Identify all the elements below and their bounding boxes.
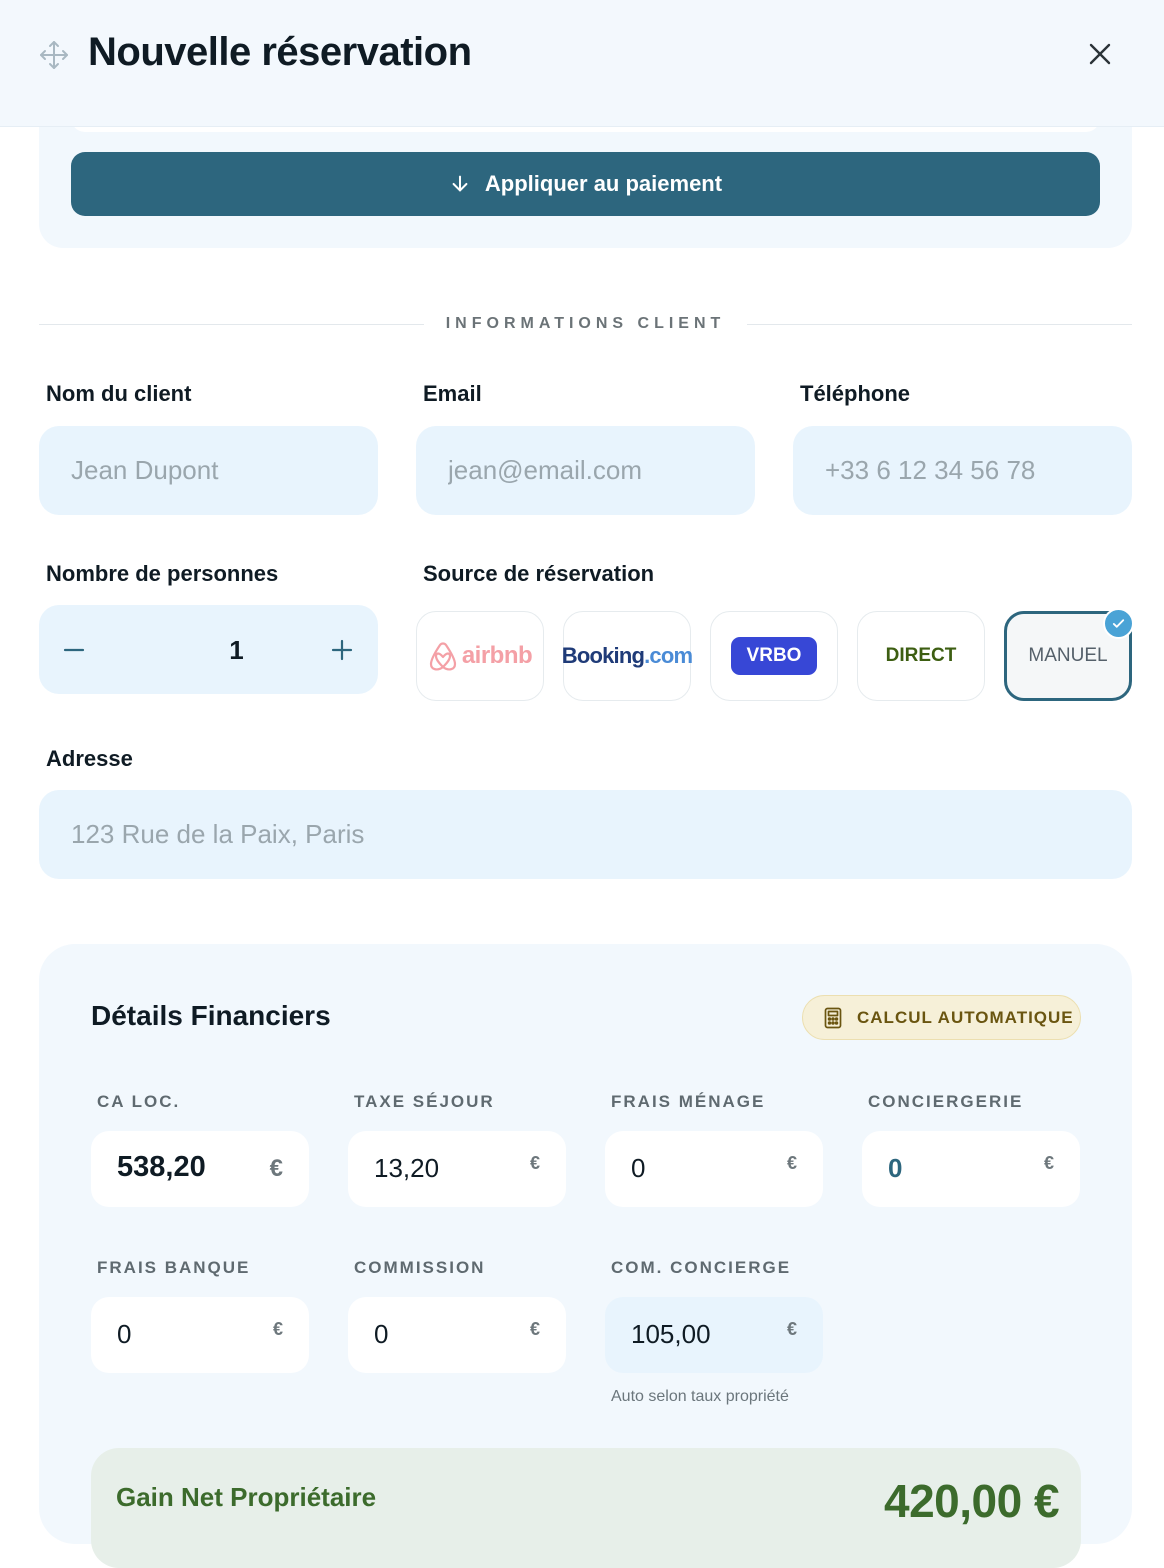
frais-banque-field[interactable] xyxy=(91,1297,309,1373)
direct-label: DIRECT xyxy=(885,645,957,666)
divider-line xyxy=(747,324,1132,325)
client-section-divider xyxy=(39,312,1132,336)
calculator-icon xyxy=(823,1007,843,1029)
source-airbnb[interactable] xyxy=(416,611,544,701)
address-input[interactable] xyxy=(39,790,1132,879)
phone-input[interactable] xyxy=(793,426,1132,515)
email-input[interactable] xyxy=(416,426,755,515)
vrbo-logo: VRBO xyxy=(731,637,818,675)
ca-loc-field[interactable] xyxy=(91,1131,309,1207)
com-concierge-hint: Auto selon taux propriété xyxy=(611,1388,789,1405)
phone-label: Téléphone xyxy=(800,381,911,406)
client-section-title: INFORMATIONS CLIENT xyxy=(445,315,726,332)
euro-sign: € xyxy=(529,1319,540,1339)
apply-payment-button[interactable] xyxy=(71,152,1100,216)
conciergerie-label: CONCIERGERIE xyxy=(868,1092,1024,1111)
source-label: Source de réservation xyxy=(423,561,655,586)
euro-sign: € xyxy=(1043,1153,1054,1173)
source-vrbo[interactable] xyxy=(710,611,838,701)
com-concierge-label: COM. CONCIERGE xyxy=(611,1258,792,1277)
euro-sign: € xyxy=(269,1155,283,1182)
conciergerie-value: 0 xyxy=(888,1153,903,1183)
com-concierge-field[interactable] xyxy=(605,1297,823,1373)
persons-value[interactable]: 1 xyxy=(229,635,244,665)
frais-menage-label: FRAIS MÉNAGE xyxy=(611,1092,766,1111)
gain-net-value: 420,00 € xyxy=(884,1475,1060,1527)
booking-ext-label: .com xyxy=(644,643,693,668)
commission-label: COMMISSION xyxy=(354,1258,486,1277)
persons-label: Nombre de personnes xyxy=(46,561,279,586)
client-name-label: Nom du client xyxy=(46,381,192,406)
selected-check-badge xyxy=(1103,608,1134,639)
taxe-sejour-field[interactable] xyxy=(348,1131,566,1207)
frais-menage-value: 0 xyxy=(631,1153,646,1183)
source-booking[interactable] xyxy=(563,611,691,701)
client-name-input[interactable] xyxy=(39,426,378,515)
commission-field[interactable] xyxy=(348,1297,566,1373)
financials-title: Détails Financiers xyxy=(91,1000,331,1031)
airbnb-logo xyxy=(428,640,532,672)
commission-value: 0 xyxy=(374,1319,389,1349)
gain-net-label: Gain Net Propriétaire xyxy=(116,1482,377,1512)
euro-sign: € xyxy=(272,1319,283,1339)
booking-label: Booking xyxy=(561,643,645,668)
persons-stepper xyxy=(39,605,378,694)
check-icon xyxy=(1111,616,1126,631)
euro-sign: € xyxy=(786,1153,797,1173)
frais-menage-field[interactable] xyxy=(605,1131,823,1207)
address-label: Adresse xyxy=(46,746,133,771)
taxe-sejour-value: 13,20 xyxy=(374,1153,440,1183)
email-label: Email xyxy=(423,381,482,406)
ca-loc-value: 538,20 xyxy=(117,1151,206,1183)
minus-icon[interactable] xyxy=(59,635,89,665)
modal-title: Nouvelle réservation xyxy=(88,30,472,74)
modal-header xyxy=(0,0,1164,127)
booking-logo xyxy=(562,643,693,669)
drag-handle-icon[interactable] xyxy=(38,39,70,71)
auto-calc-badge[interactable] xyxy=(802,995,1081,1040)
com-concierge-value: 105,00 xyxy=(631,1319,711,1349)
frais-banque-value: 0 xyxy=(117,1319,132,1349)
auto-calc-label: CALCUL AUTOMATIQUE xyxy=(857,1007,1074,1027)
airbnb-label: airbnb xyxy=(461,642,533,669)
airbnb-icon xyxy=(428,640,458,672)
apply-payment-label: Appliquer au paiement xyxy=(484,171,723,196)
ca-loc-label: CA LOC. xyxy=(97,1092,181,1111)
euro-sign: € xyxy=(786,1319,797,1339)
euro-sign: € xyxy=(529,1153,540,1173)
plus-icon[interactable] xyxy=(327,635,357,665)
divider-line xyxy=(39,324,424,325)
arrow-down-icon xyxy=(449,173,471,195)
manuel-label: MANUEL xyxy=(1028,645,1108,666)
taxe-sejour-label: TAXE SÉJOUR xyxy=(354,1092,495,1111)
frais-banque-label: FRAIS BANQUE xyxy=(97,1258,251,1277)
source-direct[interactable] xyxy=(857,611,985,701)
close-icon[interactable] xyxy=(1084,38,1116,70)
conciergerie-field[interactable] xyxy=(862,1131,1080,1207)
